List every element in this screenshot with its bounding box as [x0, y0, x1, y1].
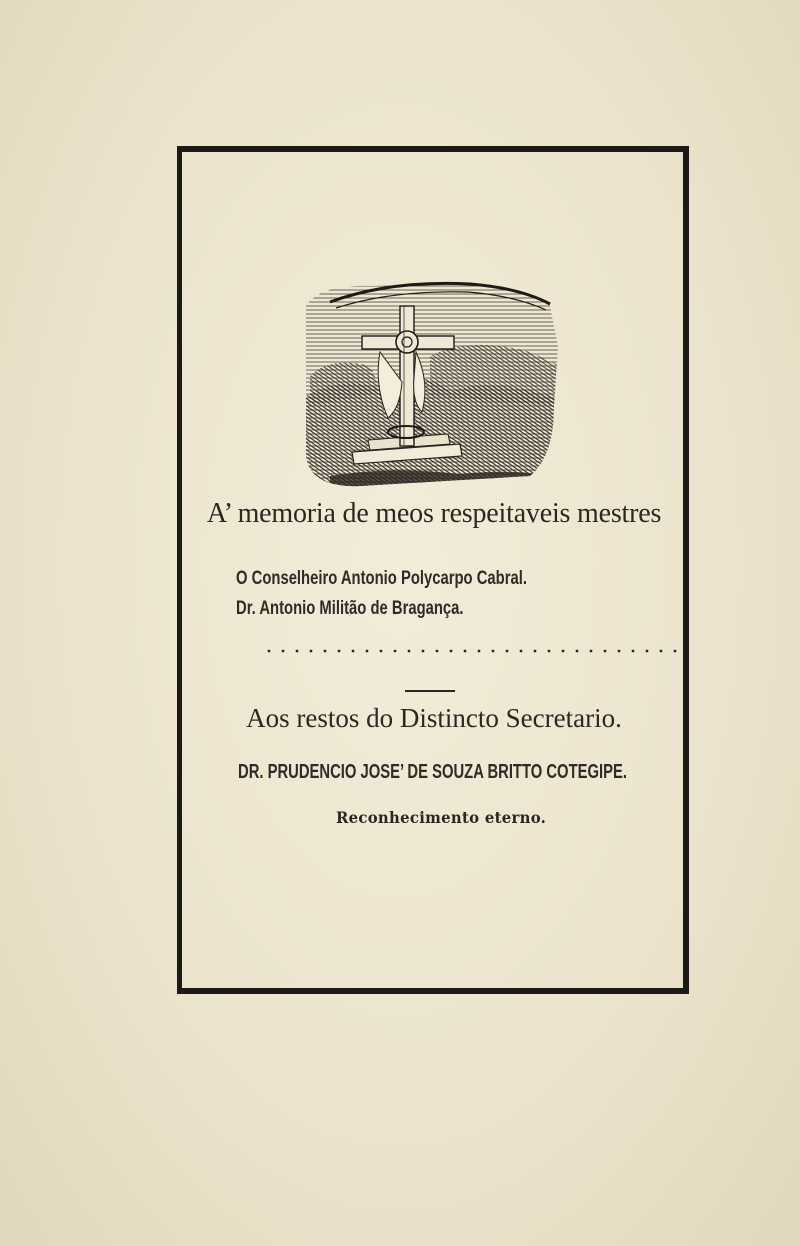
tribute-heading: Aos restos do Distincto Secretario.: [246, 703, 622, 733]
dotted-separator: [265, 646, 685, 656]
mentor-name-2: Dr. Antonio Militão de Bragança.: [236, 598, 464, 619]
closing-line: Reconhecimento eterno.: [336, 808, 547, 827]
mentor-name-1: O Conselheiro Antonio Polycarpo Cabral.: [236, 568, 527, 589]
dedication-heading: A’ memoria de meos respeitaveis mestres: [206, 498, 662, 529]
honoree-name: DR. PRUDENCIO JOSE’ DE SOUZA BRITTO COTEGIPE.: [238, 761, 627, 783]
memorial-cross-engraving-icon: [130, 156, 570, 496]
short-rule: [405, 690, 455, 692]
